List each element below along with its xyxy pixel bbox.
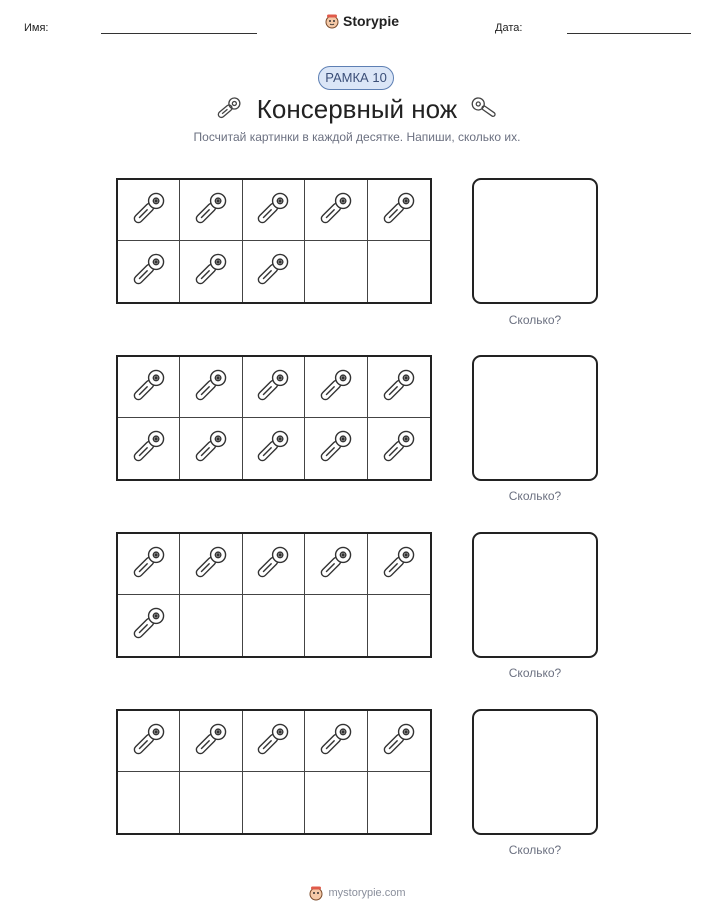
can-opener-icon bbox=[314, 186, 358, 235]
can-opener-icon bbox=[189, 424, 233, 473]
frame-cell bbox=[243, 180, 305, 241]
answer-label-3: Сколько? bbox=[508, 666, 562, 680]
can-opener-icon bbox=[189, 363, 233, 412]
ten-frame-3 bbox=[116, 532, 432, 658]
ten-frame-1 bbox=[116, 178, 432, 304]
brand-logo bbox=[324, 13, 399, 29]
name-line[interactable] bbox=[101, 33, 257, 34]
frame-cell bbox=[180, 772, 242, 833]
can-opener-icon bbox=[377, 424, 421, 473]
can-opener-icon bbox=[251, 717, 295, 766]
ten-frame-2 bbox=[116, 355, 432, 481]
answer-label-2: Сколько? bbox=[508, 489, 562, 503]
can-opener-icon bbox=[314, 424, 358, 473]
storypie-logo-icon bbox=[308, 885, 324, 901]
frame-cell bbox=[305, 241, 367, 302]
frame-cell bbox=[180, 711, 242, 772]
frame-cell bbox=[180, 180, 242, 241]
can-opener-icon bbox=[127, 247, 171, 296]
frame-cell bbox=[118, 711, 180, 772]
can-opener-icon bbox=[251, 186, 295, 235]
page-title: Консервный нож bbox=[256, 94, 458, 124]
date-line[interactable] bbox=[567, 33, 691, 34]
frame-cell bbox=[118, 357, 180, 418]
frame-cell bbox=[305, 357, 367, 418]
frame-cell bbox=[368, 711, 430, 772]
frame-cell bbox=[180, 241, 242, 302]
frame-cell bbox=[305, 180, 367, 241]
ten-frame-4 bbox=[116, 709, 432, 835]
can-opener-icon bbox=[251, 424, 295, 473]
can-opener-icon bbox=[377, 540, 421, 589]
frame-cell bbox=[243, 357, 305, 418]
frame-cell bbox=[180, 534, 242, 595]
can-opener-icon bbox=[377, 186, 421, 235]
frame-cell bbox=[180, 595, 242, 656]
frame-cell bbox=[243, 418, 305, 479]
can-opener-icon bbox=[189, 186, 233, 235]
can-opener-icon bbox=[189, 540, 233, 589]
frame-cell bbox=[305, 711, 367, 772]
frame-cell bbox=[368, 418, 430, 479]
answer-box-3[interactable] bbox=[472, 532, 598, 658]
can-opener-icon bbox=[467, 93, 501, 123]
frame-cell bbox=[118, 180, 180, 241]
answer-box-2[interactable] bbox=[472, 355, 598, 481]
can-opener-icon bbox=[127, 363, 171, 412]
answer-box-1[interactable] bbox=[472, 178, 598, 304]
frame-cell bbox=[243, 772, 305, 833]
answer-label-1: Сколько? bbox=[508, 313, 562, 327]
can-opener-icon bbox=[377, 717, 421, 766]
frame-cell bbox=[368, 772, 430, 833]
answer-box-4[interactable] bbox=[472, 709, 598, 835]
can-opener-icon bbox=[189, 717, 233, 766]
frame-badge: РАМКА 10 bbox=[318, 66, 394, 90]
frame-cell bbox=[118, 534, 180, 595]
can-opener-icon bbox=[127, 424, 171, 473]
can-opener-icon bbox=[127, 717, 171, 766]
frame-cell bbox=[305, 772, 367, 833]
frame-cell bbox=[305, 534, 367, 595]
frame-cell bbox=[180, 357, 242, 418]
can-opener-icon bbox=[189, 247, 233, 296]
frame-cell bbox=[243, 534, 305, 595]
frame-cell bbox=[118, 772, 180, 833]
frame-cell bbox=[305, 418, 367, 479]
instructions: Посчитай картинки в каждой десятке. Напиши, сколько их. bbox=[193, 130, 521, 144]
can-opener-icon bbox=[251, 247, 295, 296]
frame-cell bbox=[243, 595, 305, 656]
frame-cell bbox=[368, 534, 430, 595]
can-opener-icon bbox=[127, 601, 171, 650]
can-opener-icon bbox=[251, 363, 295, 412]
can-opener-icon bbox=[377, 363, 421, 412]
storypie-logo-icon bbox=[324, 13, 340, 29]
frame-cell bbox=[180, 418, 242, 479]
footer bbox=[0, 885, 714, 901]
frame-cell bbox=[368, 595, 430, 656]
frame-cell bbox=[118, 595, 180, 656]
frame-cell bbox=[368, 357, 430, 418]
footer-site[interactable]: mystorypie.com bbox=[328, 887, 406, 899]
answer-label-4: Сколько? bbox=[508, 843, 562, 857]
frame-cell bbox=[368, 241, 430, 302]
date-label: Дата: bbox=[495, 22, 523, 34]
name-label: Имя: bbox=[24, 22, 49, 34]
frame-cell bbox=[305, 595, 367, 656]
can-opener-icon bbox=[314, 717, 358, 766]
frame-cell bbox=[243, 241, 305, 302]
frame-cell bbox=[368, 180, 430, 241]
frame-cell bbox=[118, 241, 180, 302]
can-opener-icon bbox=[127, 186, 171, 235]
can-opener-icon bbox=[127, 540, 171, 589]
can-opener-icon bbox=[251, 540, 295, 589]
frame-cell bbox=[118, 418, 180, 479]
frame-cell bbox=[243, 711, 305, 772]
can-opener-icon bbox=[314, 363, 358, 412]
brand-name: Storypie bbox=[343, 13, 400, 29]
can-opener-icon bbox=[314, 540, 358, 589]
